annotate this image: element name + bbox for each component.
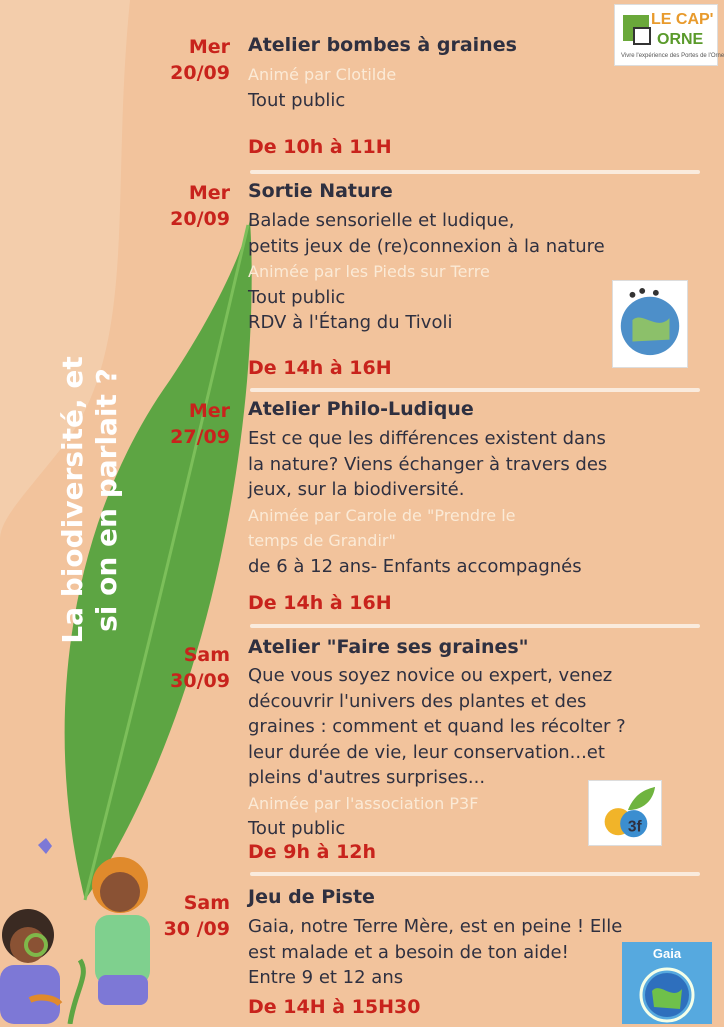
event-day: Mer 20/09 bbox=[170, 182, 230, 230]
divider bbox=[250, 388, 700, 392]
side-title-line2: si on en parlait ? bbox=[90, 368, 123, 632]
event-time: De 14H à 15H30 bbox=[248, 996, 421, 1018]
event-day: Mer 27/09 bbox=[170, 400, 230, 448]
side-title-line1: La biodiversité, et bbox=[56, 356, 89, 644]
divider bbox=[250, 624, 700, 628]
children-illustration bbox=[0, 838, 150, 1024]
event-day: Sam 30 /09 bbox=[163, 892, 230, 940]
earth-icon bbox=[622, 961, 712, 1023]
event-title: Jeu de Piste bbox=[248, 886, 375, 908]
gaia-logo-label: Gaia bbox=[652, 946, 682, 961]
divider bbox=[250, 170, 700, 174]
logo-top-text: LE CAP' bbox=[651, 11, 714, 28]
event-body: Que vous soyez novice ou expert, venez découvrir l'univers des plantes et des graines : comment et quand les récolter ? leur durée de vie, leur conservation...et pleins d'autres surprises... Animée par l'association P3F Tout public bbox=[248, 665, 626, 839]
event-time: De 14h à 16H bbox=[248, 592, 392, 614]
event-title: Atelier "Faire ses graines" bbox=[248, 636, 529, 658]
pieds-sur-terre-logo bbox=[612, 280, 688, 368]
event-body: Gaia, notre Terre Mère, est en peine ! Elle est malade et a besoin de ton aide! Entre 9 et 12 ans bbox=[248, 916, 623, 988]
event-time: De 10h à 11H bbox=[248, 136, 392, 158]
event-body: Est ce que les différences existent dans la nature? Viens échanger à travers des jeux, sur la biodiversité. Animée par Carole de "Prendre le temps de Grandir" de 6 à 12 ans- Enfants accompagnés bbox=[248, 428, 608, 577]
gaia-logo bbox=[622, 942, 712, 1024]
event-day: Sam 30/09 bbox=[170, 644, 230, 692]
event-title: Atelier Philo-Ludique bbox=[248, 398, 474, 420]
event-time: De 14h à 16H bbox=[248, 357, 392, 379]
svg-text:3f: 3f bbox=[627, 818, 642, 836]
divider bbox=[250, 872, 700, 876]
event-title: Sortie Nature bbox=[248, 180, 393, 202]
event-body: Balade sensorielle et ludique, petits jeux de (re)connexion à la nature Animée par les Pieds sur Terre Tout public RDV à l'Étang du Tivoli bbox=[248, 210, 605, 333]
event-time: De 9h à 12h bbox=[248, 841, 377, 863]
side-title bbox=[56, 320, 124, 680]
logo-bottom-text: ORNE bbox=[657, 31, 704, 48]
logo-tagline: Vivre l'expérience des Portes de l'Orne bbox=[621, 53, 724, 59]
cap-orne-logo bbox=[614, 4, 724, 66]
event-body: Animé par Clotilde Tout public bbox=[248, 65, 397, 111]
event-day: Mer 20/09 bbox=[170, 36, 230, 84]
p3f-logo bbox=[588, 780, 662, 846]
event-title: Atelier bombes à graines bbox=[248, 34, 517, 56]
